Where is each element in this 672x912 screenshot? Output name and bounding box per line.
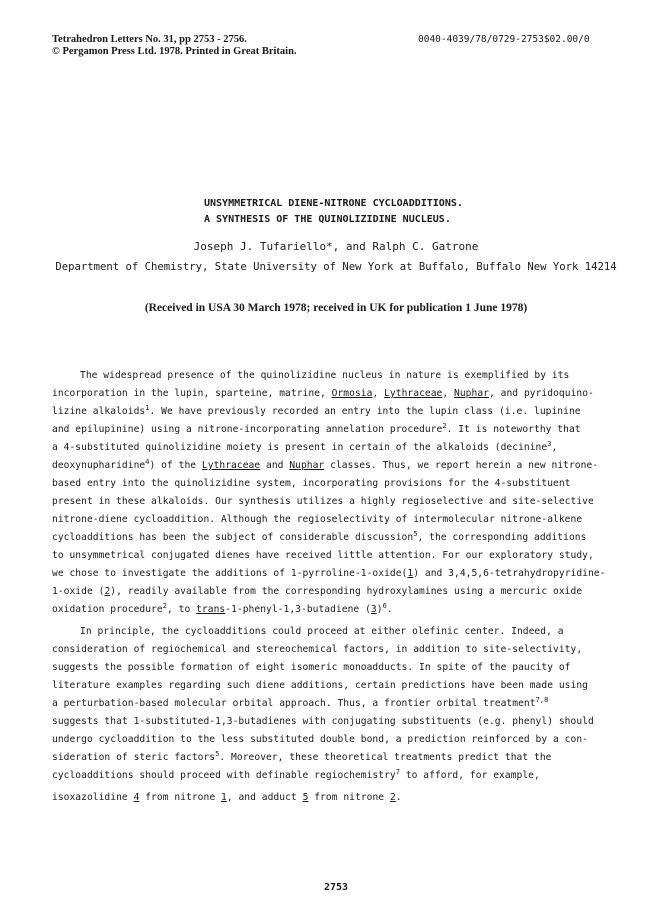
compound-number: 2 [389, 792, 396, 803]
text-line: a perturbation-based molecular orbital approach. Thus, a frontier orbital treatment$^{7,8}$ [52, 696, 549, 709]
article-code: 0040-4039/78/0729-2753$02.00/0 [418, 34, 590, 45]
text-line: literature examples regarding such diene additions, certain predictions have been made using [52, 680, 588, 691]
text-line: undergo cycloaddition to the less substituted double bond, a prediction reinforced by a con- [52, 734, 588, 745]
compound-number: 3 [370, 604, 377, 615]
text-line: lizine alkaloids$^1$. We have previously recorded an entry into the lupin class (i.e. lupinine [52, 404, 581, 417]
text-line: sideration of steric factors$^5$. Moreover, these theoretical treatments predict that the [52, 750, 552, 763]
text-line: suggests that 1-substituted-1,3-butadienes with conjugating substituents (e.g. phenyl) should [52, 716, 594, 727]
text-line: oxidation procedure$^2$, to trans-1-phenyl-1,3-butadiene $(3)^6$. [52, 602, 393, 615]
genus-nuphar: Nuphar [454, 388, 489, 399]
text-line: cycloadditions should proceed with definable regiochemistry$^7$ to afford, for example, [52, 768, 540, 781]
genus-ormosia: Ormosia [331, 388, 373, 399]
received-dates: (Received in USA 30 March 1978; received in UK for publication 1 June 1978) [144, 302, 528, 314]
reference-marker: 2 [442, 422, 447, 430]
text-line: cycloadditions has been the subject of considerable discussion$^5$, the corresponding additions [52, 530, 587, 543]
stereo-descriptor: trans [196, 604, 226, 615]
compound-number: 5 [302, 792, 309, 803]
reference-marker: 6 [382, 602, 387, 610]
reference-marker: 1 [145, 404, 150, 412]
text-line: present in these alkaloids. Our synthesis utilizes a highly regioselective and site-selective [52, 496, 594, 507]
text-line: incorporation in the lupin, sparteine, matrine, Ormosia, Lythraceae, Nuphar, and pyridoquino- [52, 388, 594, 399]
compound-number: 1 [220, 792, 227, 803]
reference-marker: 4 [145, 458, 150, 466]
compound-number: 2 [104, 586, 111, 597]
compound-number: 4 [133, 792, 140, 803]
reference-marker: 5 [215, 750, 220, 758]
text-line: we chose to investigate the additions of 1-pyrroline-1-oxide(1) and 3,4,5,6-tetrahydropyridine- [52, 568, 606, 579]
reference-marker: 3 [547, 440, 552, 448]
text-line: based entry into the quinolizidine system, incorporating provisions for the 4-substituent [52, 478, 571, 489]
title-line-2: A SYNTHESIS OF THE QUINOLIZIDINE NUCLEUS. [204, 214, 451, 225]
family-lythraceae: Lythraceae [384, 388, 443, 399]
copyright-line: © Pergamon Press Ltd. 1978. Printed in Great Britain. [52, 46, 297, 57]
family-lythraceae: Lythraceae [201, 460, 261, 471]
author-names: Joseph J. Tufariello*, and Ralph C. Gatrone [193, 240, 479, 253]
text-line: to unsymmetrical conjugated dienes have received little attention. For our exploratory study, [52, 550, 594, 561]
text-line: deoxynupharidine$^4$) of the Lythraceae and Nuphar classes. Thus, we report herein a new nitrone- [52, 458, 599, 471]
text-line: consideration of regiochemical and stereochemical factors, in addition to site-selectivity, [52, 644, 583, 655]
title-line-1: UNSYMMETRICAL DIENE-NITRONE CYCLOADDITIONS. [204, 198, 463, 209]
reference-marker: 7 [395, 768, 400, 776]
reference-marker: 7,8 [535, 696, 549, 704]
text-line: The widespread presence of the quinolizidine nucleus in nature is exemplified by its [80, 370, 570, 381]
compound-number: 1 [407, 568, 414, 579]
genus-nuphar: Nuphar [289, 460, 325, 471]
text-line: 1-oxide (2), readily available from the corresponding hydroxylamines using a mercuric oxide [52, 586, 583, 597]
text-line: In principle, the cycloadditions could proceed at either olefinic center. Indeed, a [80, 626, 564, 637]
page-number: 2753 [323, 882, 349, 893]
reference-marker: 2 [162, 602, 167, 610]
text-line: and epilupinine) using a nitrone-incorporating annelation procedure$^2$. It is noteworthy that [52, 422, 581, 435]
journal-citation: Tetrahedron Letters No. 31, pp 2753 - 2756. [52, 34, 247, 45]
text-line: a 4-substituted quinolizidine moiety is present in certain of the alkaloids (decinine$^3$, [52, 440, 558, 453]
text-line: isoxazolidine 4 from nitrone 1, and adduct 5 from nitrone 2. [52, 792, 402, 803]
text-line: nitrone-diene cycloaddition. Although the regioselectivity of intermolecular nitrone-alkene [52, 514, 583, 525]
reference-marker: 5 [413, 530, 418, 538]
text-line: suggests the possible formation of eight isomeric monoadducts. In spite of the paucity of [52, 662, 571, 673]
author-affiliation: Department of Chemistry, State University of New York at Buffalo, Buffalo New York 14214 [55, 261, 617, 273]
